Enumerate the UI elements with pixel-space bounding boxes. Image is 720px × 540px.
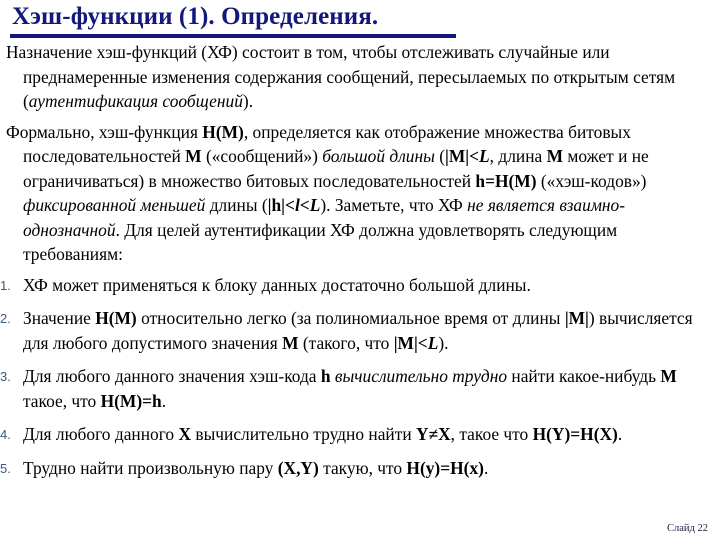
item-text: Для любого данного значения хэш-кода h вычислительно трудно найти какое-нибудь M такое, что H(M)=h. <box>23 366 677 411</box>
item-number: 1. <box>0 277 11 293</box>
item-text: ХФ может применяться к блоку данных достаточно большой длины. <box>23 274 531 295</box>
requirement-item <box>0 422 718 447</box>
title-underline <box>10 34 456 38</box>
requirement-item <box>0 306 718 355</box>
requirements-list <box>0 273 718 481</box>
paragraph-formal-definition: Формально, хэш-функция H(M), определяется как отображение множества битовых последовательностей M («сообщений») большой длины (|M|<L, длина M может и не ограничиваться) в множество битовых последовательностей h=H(M) («хэш-кодов») фиксированной меньшей длины (|h|<l<L). Заметьте, что ХФ не является взаимно-однозначной. Для целей аутентификации ХФ должна удовлетворять следующим требованиям: <box>6 121 649 264</box>
item-number: 3. <box>0 369 11 384</box>
item-text: Для любого данного X вычислительно трудно найти Y≠X, такое что H(Y)=H(X). <box>23 424 623 444</box>
item-text: Значение H(M) относительно легко (за полиномиальное время от длины |M|) вычисляется для любого допустимого значения M (такого, что |M|<L). <box>23 308 693 353</box>
item-number: 5. <box>0 460 11 476</box>
requirement-item <box>0 364 718 413</box>
slide-content <box>0 40 718 489</box>
item-number: 4. <box>0 427 11 442</box>
item-text: Трудно найти произвольную пару (X,Y) такую, что H(y)=H(x). <box>23 457 489 478</box>
requirement-item <box>0 456 718 481</box>
slide-title: Хэш-функции (1). Определения. <box>12 3 379 30</box>
slide-number: Слайд 22 <box>667 523 708 534</box>
requirement-item <box>0 273 718 298</box>
item-number: 2. <box>0 311 11 326</box>
paragraph-purpose: Назначение хэш-функций (ХФ) состоит в том, чтобы отслеживать случайные или преднамеренные изменения содержания сообщений, пересылаемых по открытым сетям (аутентификация сообщений). <box>6 42 676 111</box>
